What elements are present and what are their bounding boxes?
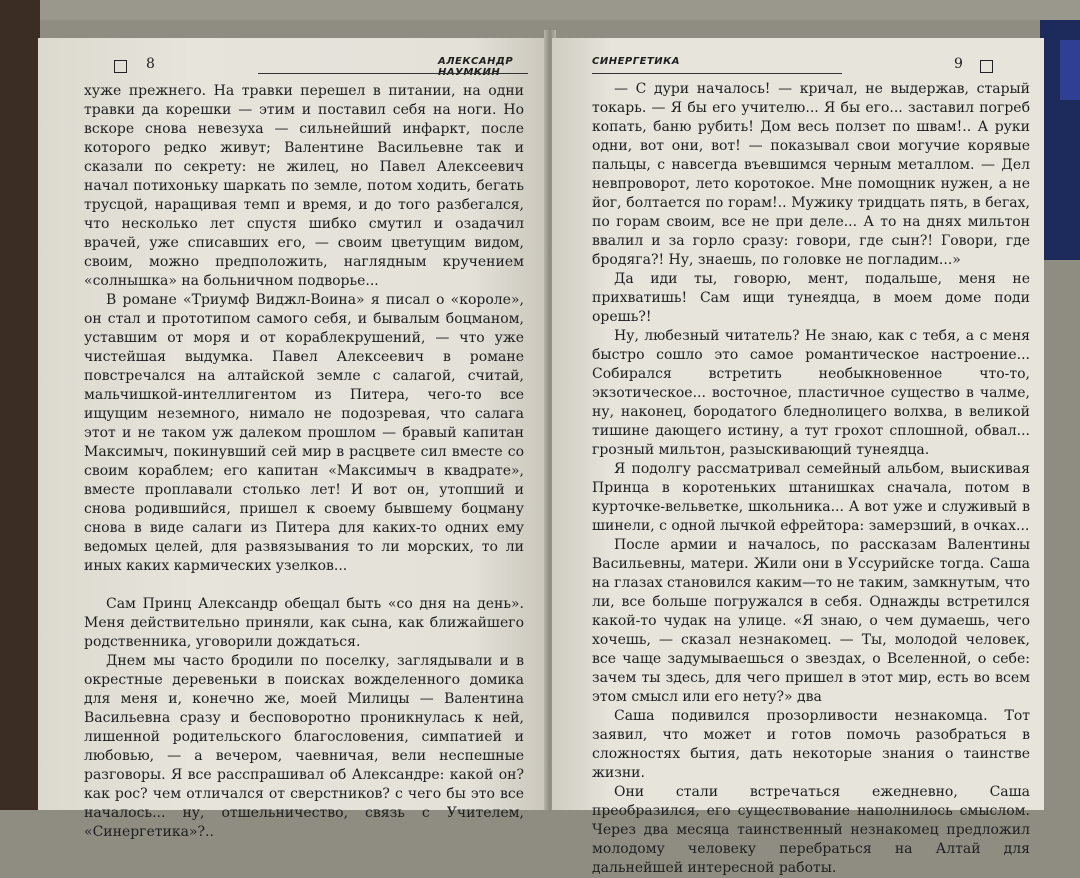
right-page-header	[552, 56, 1044, 78]
paragraph: Они стали встречаться ежедневно, Саша преобразился, его существование наполнилось смыслом. Через два месяца таинственный незнакомец предложил молодому человеку перебраться на Алтай для дальнейшей интересной работы.	[592, 784, 1030, 876]
running-head: СИНЕРГЕТИКА	[592, 56, 681, 67]
paragraph: хуже прежнего. На травки перешел в питании, на одни травки да корешки — этим и поставил себя на ноги. Но вскоре снова невезуха — сильнейший инфаркт, после которого редко живут; Валентине Васильевне так и сказали по секрету: не жилец, но Павел Алексеевич начал потихоньку шаркать по земле, потом ходить, бегать трусцой, наращивая темп и время, и до того разбегался, что несколько лет спустя шибко смутил и озадачил врачей, уже списавших его, — своим цветущим видом, своим, можно предположить, наглядным кручением «солнышка» на больничном подворье...	[84, 83, 524, 289]
page-number: 9	[954, 56, 963, 72]
header-rule	[592, 73, 842, 74]
paragraph: Сам Принц Александр обещал быть «со дня на день». Меня действительно приняли, как сына, как ближайшего родственника, уговорили дождаться.	[84, 596, 524, 650]
paragraph: После армии и началось, по рассказам Валентины Васильевны, матери. Жили они в Уссурийске тогда. Саша на глазах становился каким—то не таким, замкнутым, что ли, все больше погружался в себя. Однажды встретился какой-то чудак на улице. «Я знаю, о чем думаешь, чего хочешь, — сказал незнакомец. — Ты, молодой человек, все чаще задумываешься о звездах, о Вселенной, о себе: зачем ты здесь, для чего пришел в этот мир, есть во всем этом смысл или его нету?» два	[592, 537, 1030, 705]
paragraph: В романе «Триумф Виджл-Воина» я писал о «короле», он стал и прототипом самого себя, и бывалым боцманом, уставшим от моря и от кораблекрушений, — что уже чистейшая выдумка. Павел Алексеевич в романе повстречался на алтайской земле с салагой, считай, мальчишкой-интеллигентом из Питера, чего-то все ищущим неземного, нимало не подозревая, что салага этот и не таком уж далеком прошлом — бравый капитан Максимыч, покинувший сей мир в расцвете сил вместе со своим кораблем; его капитан «Максимыч в квадрате», вместе проплавали столько лет! И вот он, утопший и снова родившийся, пришел к своему бывшему боцману снова в виде салаги из Питера для каких-то одних ему ведомых целей, для развязывания то ли морских, то ли иных каких кармических узелков...	[84, 292, 524, 574]
paragraph: — С дури началось! — кричал, не выдержав, старый токарь. — Я бы его учителю... Я бы его... заставил погреб копать, баню рубить! Дом весь ползет по швам!.. А руки одни, вот они, вот! — показывал свои могучие корявые пальцы, с навсегда въевшимся черным металлом. — Дел невпроворот, лето коротокое. Мне помощник нужен, а не йог, болтается по горам!.. Мужику тридцать пять, в бегах, по горам своим, все не при деле... А то на днях мильтон ввалил и за горло сразу: говори, где сын?! Говори, где бродяга?! Ну, знаешь, по головке не погладим...»	[592, 81, 1030, 268]
left-page	[38, 38, 548, 840]
paragraph: Да иди ты, говорю, мент, подальше, меня не прихватишь! Сам ищи тунеядца, в моем доме поди орешь?!	[592, 271, 1030, 325]
right-page-body	[592, 80, 1030, 878]
paragraph-gap	[84, 576, 524, 595]
paragraph: Саша подивился прозорливости незнакомца. Тот заявил, что может и готов помочь разобраться в сложностях бытия, дать некоторые знания о таинстве жизни.	[592, 708, 1030, 781]
left-page-header	[38, 56, 548, 78]
running-head: АЛЕКСАНДР НАУМКИН	[438, 56, 514, 78]
square-ornament-icon	[980, 60, 993, 73]
square-ornament-icon	[114, 60, 127, 73]
page-number: 8	[146, 56, 155, 72]
book-cover-right-accent	[1060, 40, 1080, 100]
background	[0, 0, 1080, 20]
header-rule	[258, 73, 528, 74]
paragraph: Я подолгу рассматривал семейный альбом, выискивая Принца в коротеньких штанишках сначала, потом в курточке-вельветке, школьника... А вот уже и служивый в шинели, с одной лычкой ефрейтора: замерзший, в очках...	[592, 461, 1030, 534]
book-cover-left	[0, 0, 40, 810]
right-page	[552, 38, 1044, 876]
paragraph: Ну, любезный читатель? Не знаю, как с тебя, а с меня быстро сошло это самое романтическое настроение... Собирался встретить необыкновенное что-то, экзотическое... восточное, пластичное существо в чалме, ну, наконец, бородатого бледнолицего волхва, в великой тишине дающего истину, а тут грохот сплошной, обвал... грозный мильтон, разыскивающий тунеядца.	[592, 328, 1030, 458]
paragraph: Днем мы часто бродили по поселку, заглядывали и в окрестные деревеньки в поисках вожделенного домика для меня и, конечно же, моей Милицы — Валентина Васильевна сразу и бесповоротно проникнулась к ней, лишенной родительского благословения, симпатией и любовью, — а вечером, чаевничая, вели неспешные разговоры. Я все расспрашивал об Александре: какой он? как рос? чем отличался от сверстников? с чего бы это все началось... ну, отшельничество, связь с Учителем, «Синергетика»?..	[84, 653, 524, 840]
left-page-body	[84, 82, 524, 842]
